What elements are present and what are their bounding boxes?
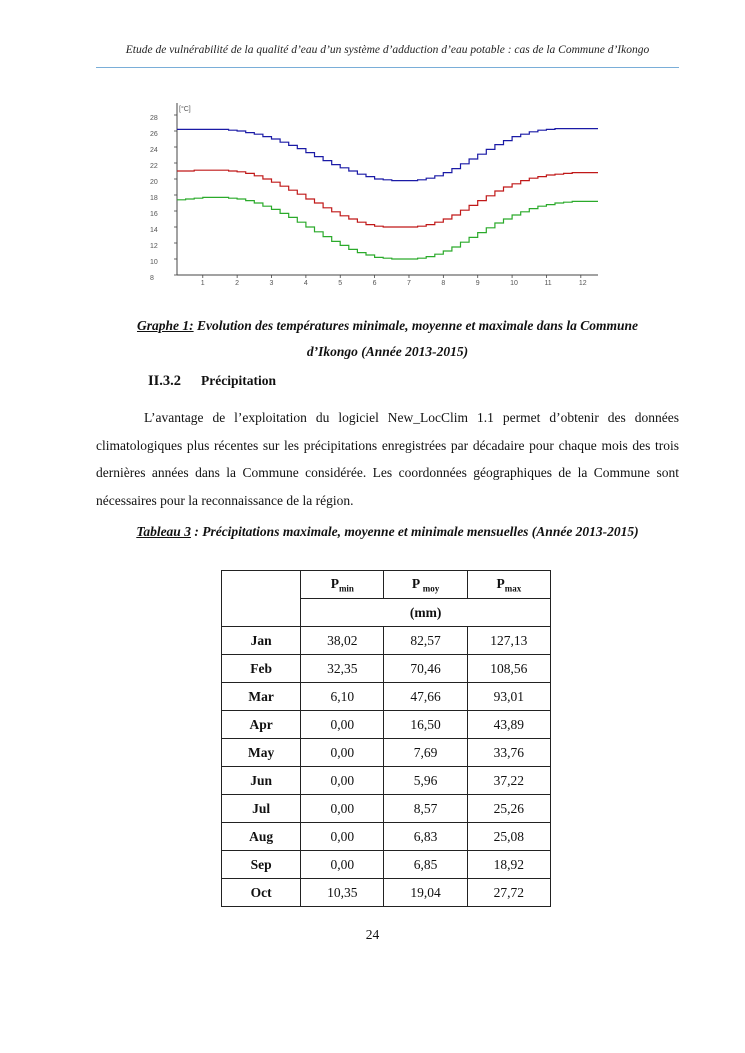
temperature-chart (140, 100, 610, 295)
series-line-maximale (177, 129, 598, 181)
table-row (222, 739, 551, 767)
table-corner-cell (222, 571, 301, 627)
header-pmin-main: P (330, 575, 339, 591)
table-row (222, 851, 551, 879)
table-row (222, 711, 551, 739)
pmin-cell: 0,00 (301, 711, 384, 739)
body-paragraph: L’avantage de l’exploitation du logiciel New_LocClim 1.1 permet d’obtenir des données climatologiques plus récentes sur les précipitations enregistrées par décadaire pour chaque mois des trois dernières années dans la Commune considérée. Les coordonnées géographiques de la Commune sont nécessaires pour la reconnaissance de la région. (96, 410, 679, 508)
pmoy-cell: 8,57 (384, 795, 467, 823)
table-row (222, 879, 551, 907)
table-header-row (222, 571, 551, 599)
series-line-minimale (177, 197, 598, 259)
section-number: II.3.2 (148, 373, 182, 389)
table-row (222, 767, 551, 795)
pmoy-cell: 5,96 (384, 767, 467, 795)
pmin-cell: 10,35 (301, 879, 384, 907)
month-cell: Sep (222, 851, 301, 879)
graph-caption (96, 313, 679, 365)
pmoy-cell: 6,85 (384, 851, 467, 879)
month-cell: May (222, 739, 301, 767)
pmin-cell: 0,00 (301, 739, 384, 767)
y-tick-label: 16 (150, 211, 158, 218)
month-cell: Apr (222, 711, 301, 739)
y-tick-label: 10 (150, 259, 158, 266)
graph-caption-line1: Evolution des températures minimale, moyenne et maximale dans la Commune (193, 318, 639, 333)
table-row (222, 655, 551, 683)
pmin-cell: 0,00 (301, 851, 384, 879)
header-pmin-sub: min (338, 583, 354, 594)
pmin-cell: 6,10 (301, 683, 384, 711)
page-header: Etude de vulnérabilité de la qualité d’eau d’un système d’adduction d’eau potable : cas de la Commune d’Ikongo (125, 44, 650, 56)
pmax-cell: 27,72 (467, 879, 550, 907)
y-unit-label: [°C] (179, 106, 191, 113)
pmoy-cell: 7,69 (384, 739, 467, 767)
x-tick-label: 5 (338, 280, 343, 287)
month-cell: Oct (222, 879, 301, 907)
pmoy-cell: 6,83 (384, 823, 467, 851)
x-tick-label: 10 (510, 280, 518, 287)
month-cell: Jan (222, 627, 301, 655)
month-cell: Mar (222, 683, 301, 711)
pmoy-cell: 47,66 (384, 683, 467, 711)
x-tick-label: 9 (475, 280, 480, 287)
y-tick-label: 26 (150, 131, 158, 138)
pmax-cell: 127,13 (467, 627, 550, 655)
pmin-cell: 38,02 (301, 627, 384, 655)
table-row (222, 683, 551, 711)
pmoy-cell: 19,04 (384, 879, 467, 907)
month-cell: Jun (222, 767, 301, 795)
x-tick-label: 7 (406, 280, 411, 287)
unit-cell: (mm) (301, 599, 551, 627)
y-tick-label: 8 (150, 275, 154, 282)
graph-caption-label: Graphe 1: (136, 318, 194, 333)
x-tick-label: 1 (200, 280, 205, 287)
y-tick-label: 28 (150, 115, 158, 122)
header-pmoy (384, 571, 467, 599)
precipitation-table (221, 570, 551, 907)
pmax-cell: 18,92 (467, 851, 550, 879)
graph-caption-line2: d’Ikongo (Année 2013-2015) (306, 344, 469, 359)
x-tick-label: 11 (544, 280, 552, 287)
x-tick-label: 6 (372, 280, 377, 287)
x-tick-label: 8 (441, 280, 446, 287)
table-caption-label: Tableau 3 (136, 524, 191, 539)
header-pmax-sub: max (504, 583, 522, 594)
pmax-cell: 25,26 (467, 795, 550, 823)
header-pmoy-main: P (411, 575, 423, 591)
month-cell: Feb (222, 655, 301, 683)
y-tick-label: 12 (150, 243, 158, 250)
x-tick-label: 2 (235, 280, 240, 287)
pmin-cell: 0,00 (301, 823, 384, 851)
pmax-cell: 37,22 (467, 767, 550, 795)
table-row (222, 795, 551, 823)
header-pmax (467, 571, 550, 599)
header-pmin (301, 571, 384, 599)
pmoy-cell: 70,46 (384, 655, 467, 683)
header-pmoy-sub: moy (422, 583, 440, 594)
x-tick-label: 4 (303, 280, 308, 287)
section-heading (148, 373, 276, 390)
pmoy-cell: 82,57 (384, 627, 467, 655)
pmax-cell: 33,76 (467, 739, 550, 767)
month-cell: Aug (222, 823, 301, 851)
table-row (222, 823, 551, 851)
y-tick-label: 18 (150, 195, 158, 202)
y-tick-label: 24 (150, 147, 158, 154)
pmin-cell: 0,00 (301, 795, 384, 823)
y-tick-label: 20 (150, 179, 158, 186)
y-tick-label: 14 (150, 227, 158, 234)
y-tick-label: 22 (150, 163, 158, 170)
header-divider (96, 67, 679, 68)
x-tick-label: 3 (269, 280, 274, 287)
table-row (222, 627, 551, 655)
pmin-cell: 32,35 (301, 655, 384, 683)
pmax-cell: 43,89 (467, 711, 550, 739)
month-cell: Jul (222, 795, 301, 823)
x-tick-label: 12 (578, 280, 587, 287)
section-title: Précipitation (201, 373, 276, 388)
table-caption (96, 524, 679, 540)
page-number: 24 (365, 927, 380, 942)
pmoy-cell: 16,50 (384, 711, 467, 739)
header-pmax-main: P (496, 575, 505, 591)
pmax-cell: 93,01 (467, 683, 550, 711)
table-caption-text: : Précipitations maximale, moyenne et minimale mensuelles (Année 2013-2015) (190, 524, 639, 539)
pmin-cell: 0,00 (301, 767, 384, 795)
pmax-cell: 25,08 (467, 823, 550, 851)
pmax-cell: 108,56 (467, 655, 550, 683)
